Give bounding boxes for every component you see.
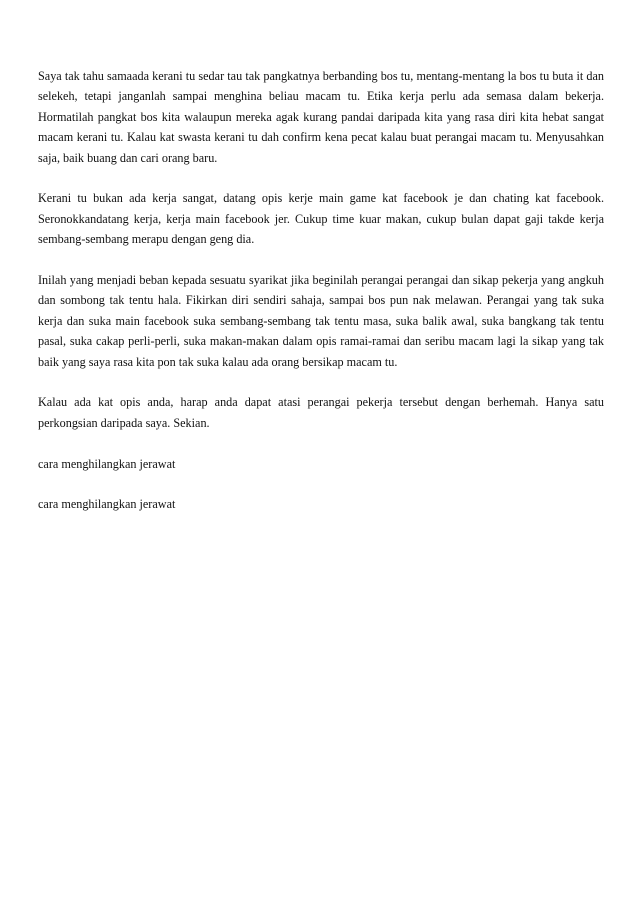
- paragraph-2: Kerani tu bukan ada kerja sangat, datang opis kerje main game kat facebook je dan chating kat facebook. Seronokkandatang kerja, kerja main facebook jer. Cukup time kuar makan, cukup bulan dapat gaji takde kerja sembang-sembang merapu dengan geng dia.: [38, 191, 604, 247]
- paragraph-1: Saya tak tahu samaada kerani tu sedar tau tak pangkatnya berbanding bos tu, mentang-mentang la bos tu buta it dan selekeh, tetapi janganlah sampai menghina beliau macam tu. Etika kerja perlu ada semasa dalam bekerja. Hormatilah pangkat bos kita walaupun mereka agak kurang pandai daripada kita yang rasa diri kita hebat sangat macam kerani tu. Kalau kat swasta kerani tu dah confirm kena pecat kalau buat perangai macam tu. Menyusahkan saja, baik buang dan cari orang baru.: [38, 69, 604, 165]
- paragraph-link-text-1: cara menghilangkan jerawat: [38, 456, 176, 471]
- paragraph-link-text-2: cara menghilangkan jerawat: [38, 497, 176, 512]
- paragraph-4: Kalau ada kat opis anda, harap anda dapat atasi perangai pekerja tersebut dengan berhemah. Hanya satu perkongsian daripada saya. Sekian.: [38, 395, 604, 430]
- paragraph-3: Inilah yang menjadi beban kepada sesuatu syarikat jika beginilah perangai perangai dan sikap pekerja yang angkuh dan sombong tak tentu hala. Fikirkan diri sendiri sahaja, sampai bos pun nak melawan. Perangai yang tak suka kerja dan suka main facebook suka sembang-sembang tak tentu masa, suka balik awal, suka bangkang tak tentu pasal, suka cakap perli-perli, suka makan-makan dalam opis ramai-ramai dan seribu macam lagi la sikap yang tak baik yang saya rasa kita pon tak suka kalau ada orang bersikap macam tu.: [38, 273, 604, 369]
- document-body: [38, 66, 604, 535]
